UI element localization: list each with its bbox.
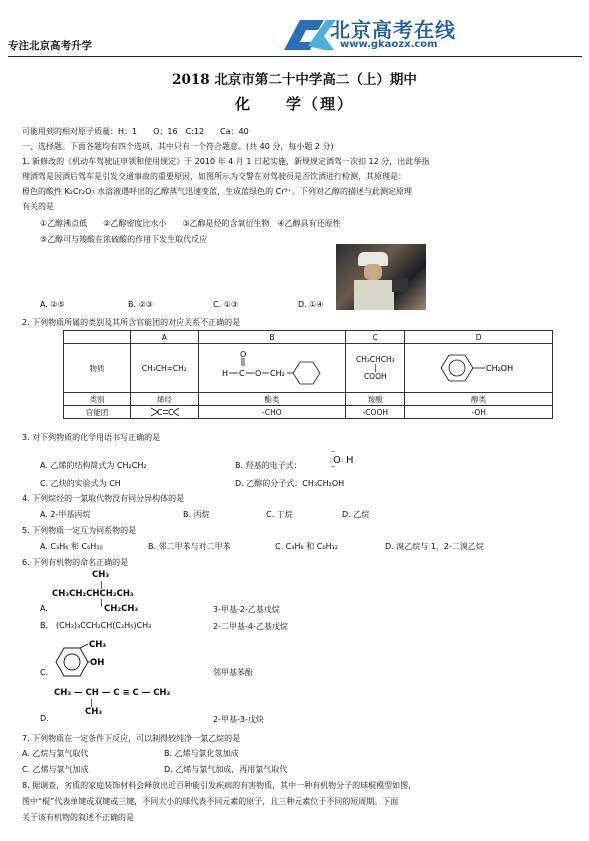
atom-label: O: [239, 350, 247, 359]
q5-stem: 5. 下列物质一定互为同系物的是: [22, 526, 137, 535]
logo-url: www.gkaozx.com: [340, 39, 438, 50]
q7-option-c: C. 乙烯与氯气加成: [22, 765, 89, 774]
q3-stem: 3. 对下列物质的化学用语书写正确的是: [22, 433, 161, 442]
q6c-label: C.: [40, 668, 49, 677]
row-label: 官能团: [64, 406, 131, 419]
atom-label: O: [254, 369, 262, 378]
q6b-label: B.: [40, 621, 49, 630]
breathalyzer-photo: [336, 244, 426, 310]
table-header: B: [198, 331, 346, 344]
q8-line: 图中“棍”代表单键或双键或三键，不同大小的球代表不同元素的原子，且三种元素位于不同的短周期。下面: [22, 797, 399, 806]
q4-option-a: A. 2-甲基丙烷: [40, 510, 91, 519]
q5-option-d: D. 溴乙烷与 1，2-二溴乙烷: [385, 542, 484, 551]
q3-option-a: A. 乙烯的结构简式为 CH₂CH₂: [40, 461, 147, 470]
section-heading: 一、选择题。下面各题均有四个选项，其中只有一个符合题意。(共 40 分，每小题 2 分): [22, 142, 334, 151]
electron-dots: :: [329, 456, 332, 464]
q4-stem: 4. 下列烷烃的一氯取代物没有同分异构体的是: [22, 494, 185, 503]
q3-option-d: D. 乙醇的分子式：CH₃CH₂OH: [235, 479, 345, 488]
svg-text:C: C: [168, 408, 174, 417]
q7-option-a: A. 乙烷与氯气取代: [22, 749, 89, 758]
struct-d: [405, 344, 553, 393]
class-cell: 醇类: [405, 393, 553, 406]
atom-label: CH₂: [269, 369, 285, 378]
struct-b: [198, 344, 346, 393]
q5-option-a: A. C₃H₆ 和 C₆H₁₀: [40, 542, 103, 551]
group-cell: -OH: [405, 406, 553, 419]
hydroxyl-electron-formula: [329, 448, 359, 470]
q3-option-c: C. 乙炔的实验式为 CH: [40, 479, 121, 488]
q1-option-c: C. ①③: [213, 300, 239, 309]
struct-c-bottom: COOH: [363, 372, 387, 381]
table-header: C: [346, 331, 405, 344]
struct-a: CH₃CH=CH₂: [131, 344, 199, 393]
q1-line: 有关的是: [22, 202, 54, 211]
bond: |: [374, 363, 377, 372]
q6b-name: 2-二甲基-4-乙基戊烷: [213, 622, 288, 631]
class-cell: 酯类: [198, 393, 346, 406]
bond: |: [100, 580, 103, 589]
subject-title: 化 学（理）: [234, 95, 354, 113]
electron-dots: ··: [331, 463, 334, 471]
struct-c-top: CH₃CHCH₃: [355, 355, 395, 364]
q1-line: 理酒驾是因酒后驾车是引发交通事故的重要原因，如图所示为交警在对驾驶员是否饮酒进行检测，其原理是：: [22, 172, 406, 181]
atom-label: OH: [90, 658, 105, 668]
row-label: 类别: [64, 393, 131, 406]
q6c-name: 邻甲基苯酚: [213, 668, 253, 677]
atom-label: CH₂OH: [485, 364, 513, 373]
q6a-main: CH₃CH₂CHCH₂CH₃: [52, 589, 134, 599]
table-header: D: [405, 331, 553, 344]
group-cell: -COOH: [346, 406, 405, 419]
q8-line: 8. 据调查，劣质的家庭装饰材料会释放出近百种能引发疾病的有害物质，其中一种有机物分子的球棍模型如图，: [22, 781, 417, 790]
svg-text:C: C: [238, 369, 245, 378]
atom-label: H: [221, 369, 228, 378]
q6d-main: CH₃ — CH — C ≡ C — CH₃: [54, 688, 171, 698]
q6a-label: A.: [40, 604, 48, 613]
class-cell: 羧酸: [346, 393, 405, 406]
row-label: 物质: [64, 344, 131, 393]
q6b-formula: (CH₃)₃CCH₂CH(C₂H₅)CH₃: [56, 621, 152, 630]
q4-option-c: C. 丁烷: [266, 510, 293, 519]
q7-stem: 7. 下列物质在一定条件下反应，可以制得较纯净一氯乙烷的是: [22, 734, 241, 743]
group-cell: -CHO: [198, 406, 346, 419]
q1-option-d: D. ①④: [298, 300, 324, 309]
svg-text:C: C: [157, 408, 163, 417]
header-tagline: 专注北京高考升学: [8, 40, 92, 52]
q7-option-d: D. 乙烯与氯气加成，再用氯气取代: [164, 765, 288, 774]
q1-line: 橙色的酸性 K₂Cr₂O₇ 水溶液遇呼出的乙醇蒸气迅速变蓝，生成蓝绿色的 Cr³⁺。下列对乙醇的描述与此测定原理: [22, 187, 412, 196]
table-header: A: [131, 331, 199, 344]
q1-items: ⑤乙醇可与羧酸在浓硫酸的作用下发生取代反应: [40, 235, 208, 244]
q7-option-b: B. 乙烯与氯化氢加成: [164, 749, 239, 758]
q6-stem: 6. 下列有机物的命名正确的是: [22, 558, 129, 567]
group-cell-alkene: [131, 406, 199, 419]
electron-dots: ··: [331, 448, 334, 456]
q5-option-b: B. 邻二甲苯与对二甲苯: [148, 542, 231, 551]
q4-option-d: D. 乙烷: [342, 510, 370, 519]
q6a-bottom: CH₂CH₃: [104, 604, 139, 614]
q6d-bottom: CH₃: [85, 707, 103, 717]
q2-stem: 2. 下列物质所属的类别及其所含官能团的对应关系不正确的是: [22, 318, 241, 327]
header-divider: [8, 56, 582, 57]
logo-title: 北京高考在线: [330, 18, 456, 42]
q6a-name: 3-甲基-2-乙基戊烷: [213, 605, 280, 614]
table-header: [64, 331, 131, 344]
q6a-top: CH₃: [92, 570, 110, 580]
q1-option-b: B. ②③: [128, 300, 153, 309]
atom-o: O: [333, 455, 341, 466]
q6d-name: 2-甲基-3-戊炔: [213, 715, 264, 724]
atom-h: H: [346, 455, 354, 466]
atomic-masses: 可能用到的相对原子质量：H：1 O：16 C:12 Ca：40: [22, 127, 249, 136]
q1-items: ①乙醇沸点低 ②乙醇密度比水小 ③乙醇是烃的含氧衍生物 ④乙醇具有还原性: [40, 219, 341, 228]
struct-c: [346, 344, 405, 393]
q2-table: [63, 330, 553, 419]
bond: |: [100, 598, 103, 607]
electron-dots: :: [341, 456, 344, 464]
class-cell: 烯烃: [131, 393, 199, 406]
exam-title: 2018 北京市第二十中学高二（上）期中: [172, 72, 417, 88]
q3-option-b: B. 羟基的电子式：: [235, 461, 302, 470]
q6d-label: D.: [40, 714, 49, 723]
bond: |: [90, 698, 93, 707]
atom-label: CH₃: [89, 640, 107, 650]
q1-option-a: A. ②⑤: [40, 300, 65, 309]
q1-line: 1. 新修改的《机动车驾驶证申领和使用规定》于 2010 年 4 月 1 日起实施，新规规定酒驾一次扣 12 分，出此举指: [22, 157, 430, 166]
q5-option-c: C. C₃H₈ 和 C₆H₁₂: [275, 542, 338, 551]
q6c-structure: [52, 640, 112, 684]
q4-option-b: B. 丙烷: [183, 510, 210, 519]
q8-line: 关于该有机物的叙述不正确的是: [22, 813, 134, 822]
